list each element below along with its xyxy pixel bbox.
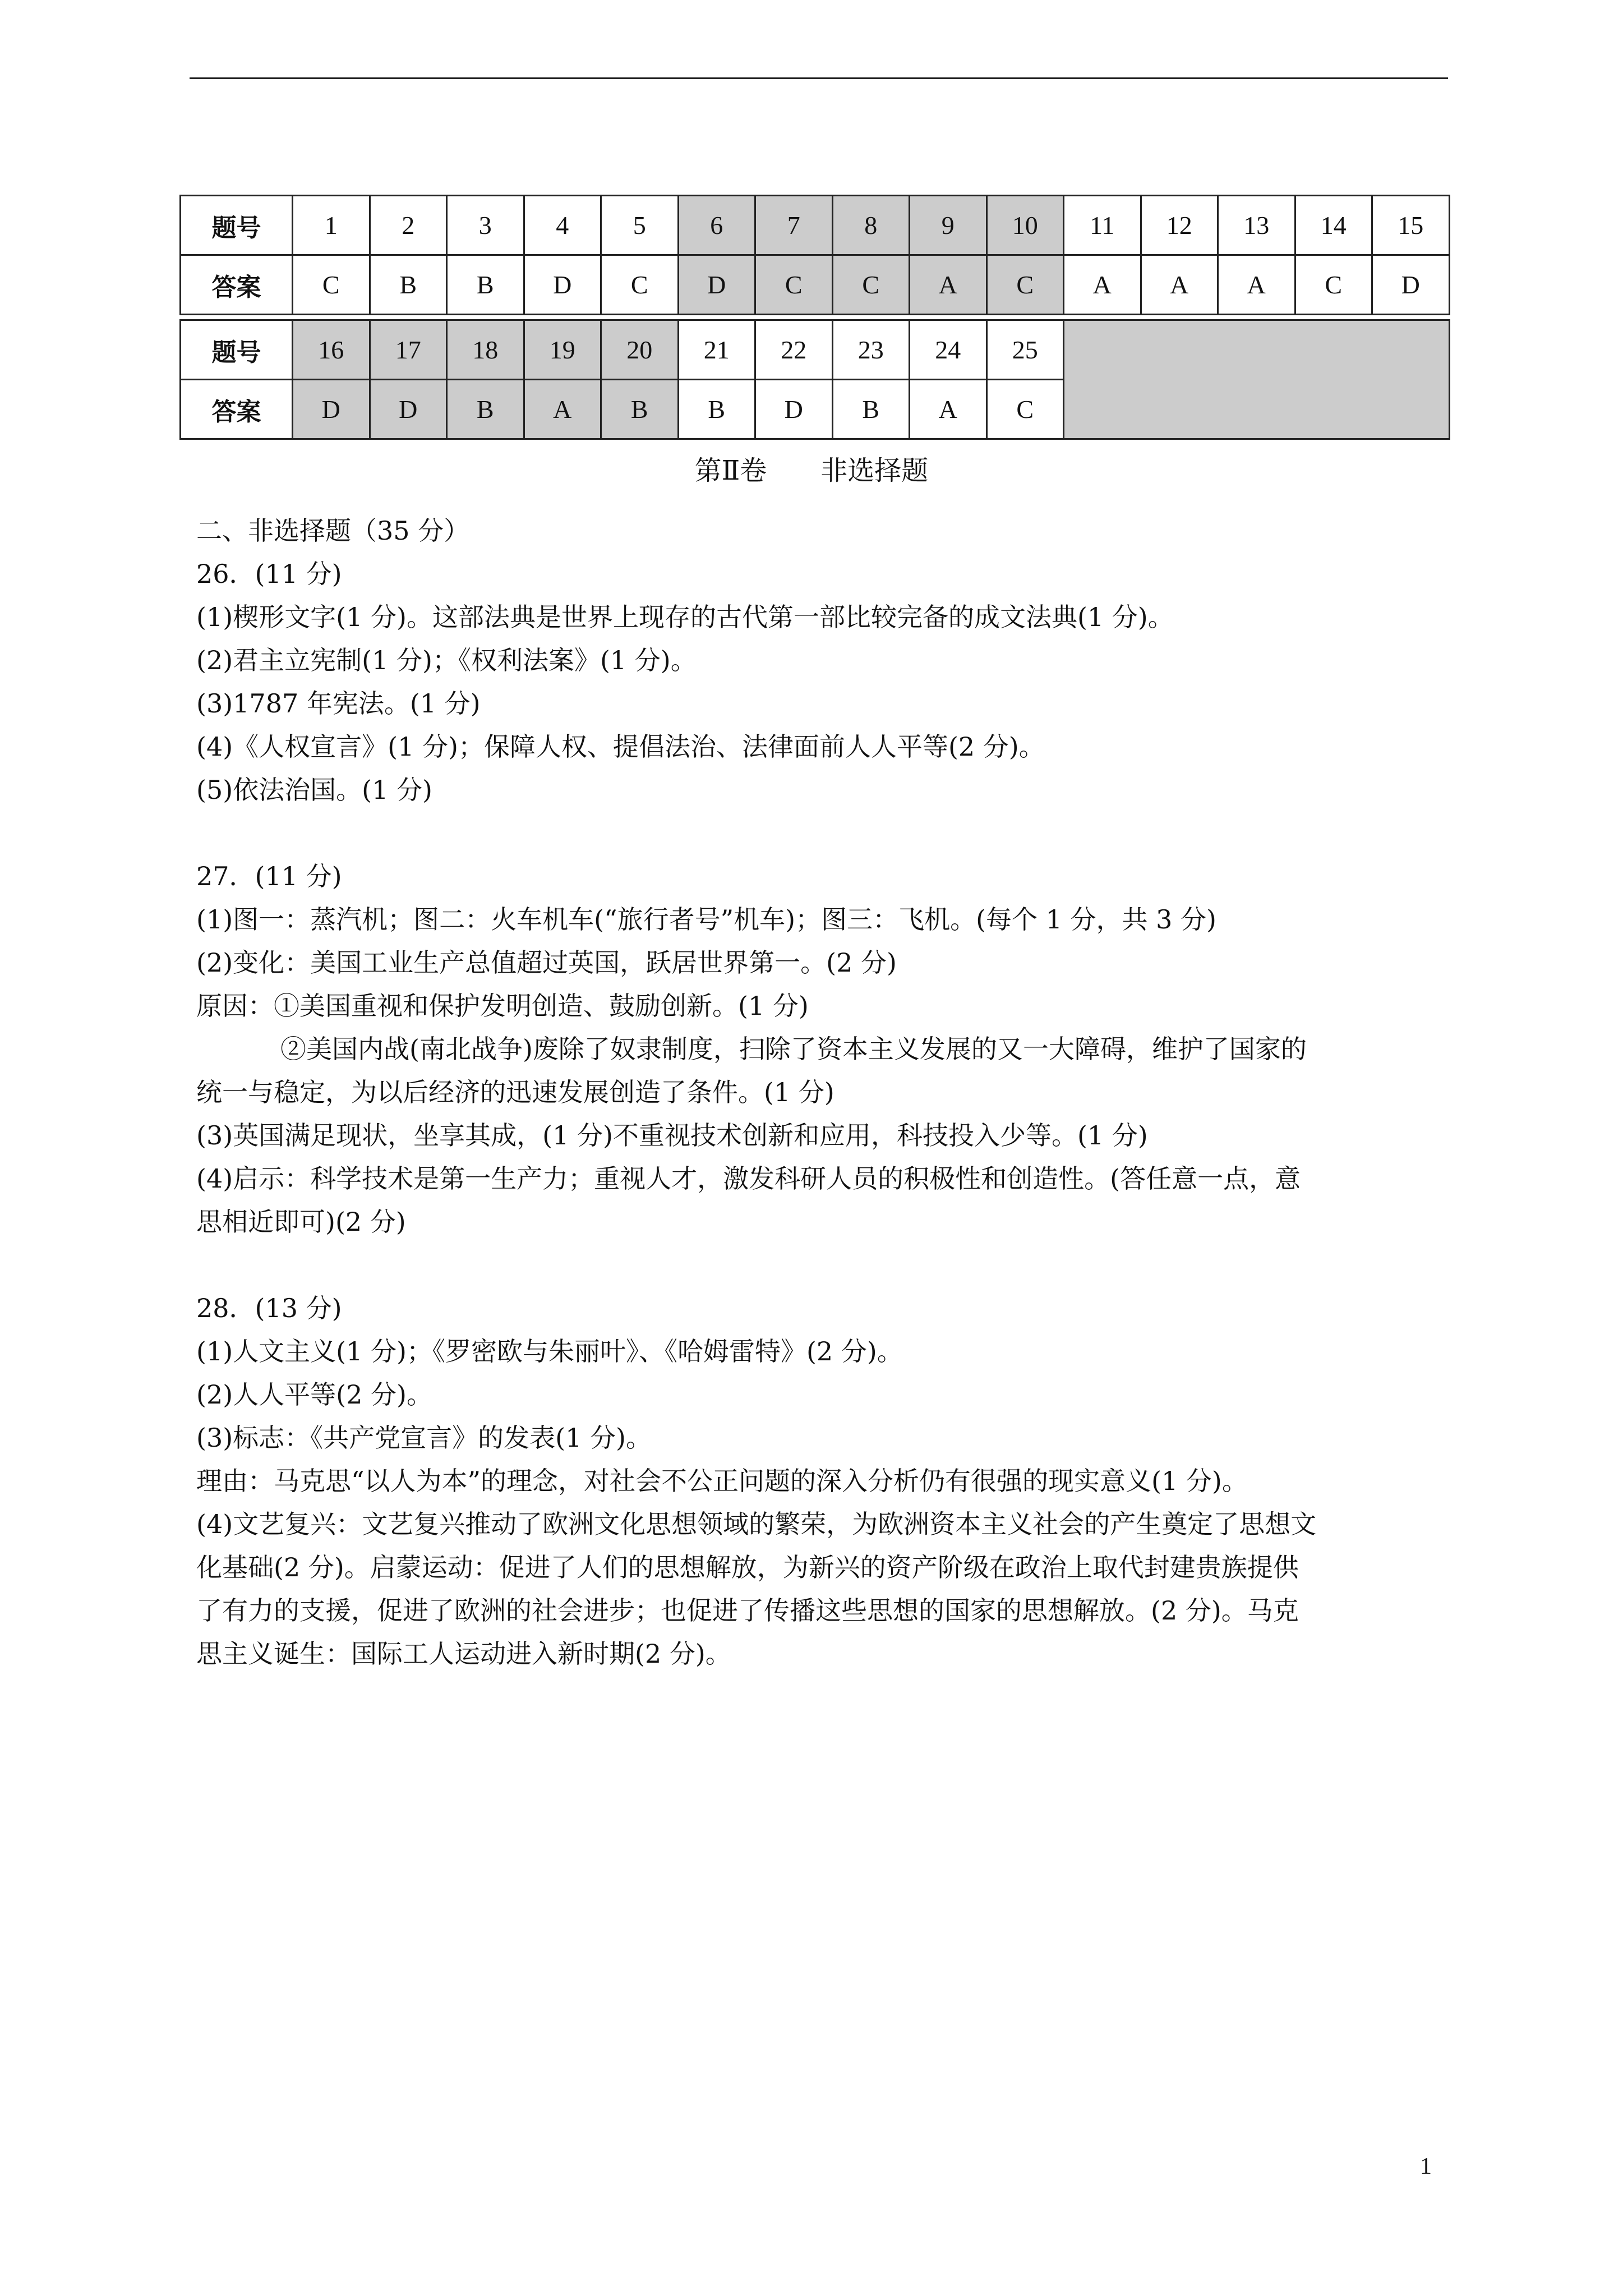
answer-cell: C	[1295, 255, 1372, 315]
question-number: 18	[447, 320, 524, 380]
answer-cell: A	[1064, 255, 1141, 315]
question-number: 22	[755, 320, 833, 380]
answer-line: 思主义诞生：国际工人运动进入新时期(2 分)。	[196, 1639, 731, 1669]
table-row-numbers	[181, 320, 1450, 380]
answer-cell: A	[910, 255, 987, 315]
answer-cell: C	[986, 255, 1064, 315]
answer-cell: D	[370, 380, 447, 439]
question-number: 1	[293, 196, 370, 255]
answer-line: 统一与稳定，为以后经济的迅速发展创造了条件。(1 分)	[196, 1077, 834, 1107]
question-number: 15	[1372, 196, 1450, 255]
answer-cell: B	[678, 380, 755, 439]
question-heading: 28．(13 分)	[196, 1293, 342, 1323]
question-number: 25	[986, 320, 1064, 380]
question-number: 16	[293, 320, 370, 380]
question-number: 11	[1064, 196, 1141, 255]
answer-cell: D	[678, 255, 755, 315]
answer-cell: C	[601, 255, 679, 315]
row-header-question: 题号	[181, 196, 293, 255]
answer-line: 思相近即可)(2 分)	[196, 1207, 406, 1237]
question-number: 20	[601, 320, 679, 380]
answer-cell: C	[755, 255, 833, 315]
answer-line: 了有力的支援，促进了欧洲的社会进步；也促进了传播这些思想的国家的思想解放。(2 分)。马克	[196, 1595, 1299, 1626]
blank-line	[196, 1244, 1447, 1287]
answer-cell: D	[293, 380, 370, 439]
answer-cell: B	[832, 380, 910, 439]
answer-cell: C	[832, 255, 910, 315]
answer-cell: B	[370, 255, 447, 315]
answer-text-body	[196, 509, 1447, 1676]
question-number: 23	[832, 320, 910, 380]
answer-table-2	[179, 319, 1450, 440]
section-title: 第Ⅱ卷 非选择题	[694, 455, 929, 486]
question-number: 24	[910, 320, 987, 380]
answer-line: (3)1787 年宪法。(1 分)	[196, 688, 481, 719]
answer-line: (3)英国满足现状，坐享其成，(1 分)不重视技术创新和应用，科技投入少等。(1 分)	[196, 1120, 1148, 1151]
header-rule	[190, 77, 1448, 79]
question-heading: 27．(11 分)	[196, 861, 342, 891]
question-number: 9	[910, 196, 987, 255]
question-number: 7	[755, 196, 833, 255]
answer-cell: A	[910, 380, 987, 439]
section-heading: 二、非选择题（35 分）	[196, 516, 470, 546]
answer-table-1	[179, 195, 1450, 315]
answer-cell: D	[524, 255, 601, 315]
answer-line: (4)《人权宣言》(1 分)；保障人权、提倡法治、法律面前人人平等(2 分)。	[196, 731, 1045, 762]
answer-line: (2)人人平等(2 分)。	[196, 1379, 432, 1410]
answer-line: (1)人文主义(1 分)；《罗密欧与朱丽叶》、《哈姆雷特》(2 分)。	[196, 1336, 903, 1366]
answer-line: 理由：马克思“以人为本”的理念，对社会不公正问题的深入分析仍有很强的现实意义(1 分)。	[196, 1466, 1248, 1496]
answer-cell: C	[293, 255, 370, 315]
answer-line: (2)君主立宪制(1 分)；《权利法案》(1 分)。	[196, 645, 697, 675]
answer-cell: B	[447, 255, 524, 315]
answer-cell: D	[755, 380, 833, 439]
blank-line	[196, 812, 1447, 855]
row-header-answer: 答案	[181, 255, 293, 315]
answer-line: 原因：①美国重视和保护发明创造、鼓励创新。(1 分)	[196, 991, 809, 1021]
question-number: 19	[524, 320, 601, 380]
question-number: 6	[678, 196, 755, 255]
question-number: 17	[370, 320, 447, 380]
answer-line: (4)文艺复兴：文艺复兴推动了欧洲文化思想领域的繁荣，为欧洲资本主义社会的产生奠定了思想文	[196, 1509, 1317, 1539]
question-number: 13	[1218, 196, 1295, 255]
question-number: 8	[832, 196, 910, 255]
question-number: 4	[524, 196, 601, 255]
question-number: 5	[601, 196, 679, 255]
table-row-answers	[181, 255, 1450, 315]
answer-cell: A	[524, 380, 601, 439]
row-header-answer: 答案	[181, 380, 293, 439]
answer-cell: D	[1372, 255, 1450, 315]
empty-shaded-cell	[1064, 320, 1450, 439]
answer-line: (5)依法治国。(1 分)	[196, 775, 432, 805]
answer-line: 化基础(2 分)。启蒙运动：促进了人们的思想解放，为新兴的资产阶级在政治上取代封建贵族提供	[196, 1552, 1299, 1582]
question-number: 10	[986, 196, 1064, 255]
answer-line: (1)楔形文字(1 分)。这部法典是世界上现存的古代第一部比较完备的成文法典(1 分)。	[196, 602, 1174, 632]
answer-cell: C	[986, 380, 1064, 439]
answer-cell: B	[447, 380, 524, 439]
answer-line: (1)图一：蒸汽机；图二：火车机车(“旅行者号”机车)；图三：飞机。(每个 1 分，共 3 分)	[196, 904, 1216, 935]
question-heading: 26．(11 分)	[196, 559, 342, 589]
answer-line: ②美国内战(南北战争)废除了奴隶制度，扫除了资本主义发展的又一大障碍，维护了国家的	[280, 1034, 1307, 1064]
question-number: 3	[447, 196, 524, 255]
answer-cell: A	[1141, 255, 1218, 315]
answer-line: (2)变化：美国工业生产总值超过英国，跃居世界第一。(2 分)	[196, 947, 897, 978]
answer-line: (4)启示：科学技术是第一生产力；重视人才，激发科研人员的积极性和创造性。(答任意一点，意	[196, 1163, 1301, 1194]
answer-line: (3)标志：《共产党宣言》的发表(1 分)。	[196, 1423, 652, 1453]
answer-cell: A	[1218, 255, 1295, 315]
table-row-numbers	[181, 196, 1450, 255]
question-number: 2	[370, 196, 447, 255]
answer-cell: B	[601, 380, 679, 439]
row-header-question: 题号	[181, 320, 293, 380]
question-number: 12	[1141, 196, 1218, 255]
question-number: 14	[1295, 196, 1372, 255]
page-number: 1	[1420, 2154, 1432, 2179]
question-number: 21	[678, 320, 755, 380]
